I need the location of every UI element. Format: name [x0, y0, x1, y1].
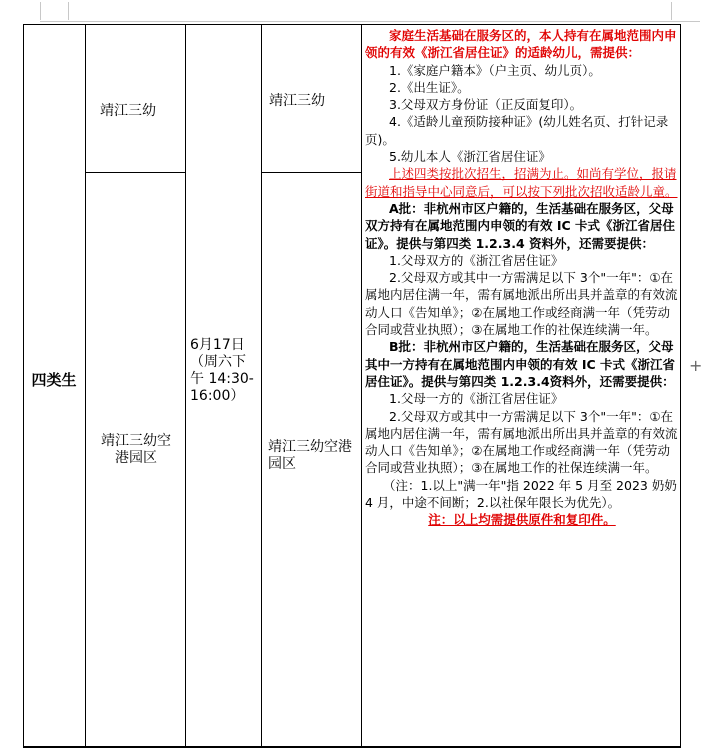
requirements-intro: 家庭生活基础在服务区的，本人持有在属地范围内申领的有效《浙江省居住证》的适龄幼儿，需提供：: [365, 28, 677, 61]
requirement-item: 3.父母双方身份证（正反面复印）。: [389, 97, 583, 113]
margin-line: [40, 21, 700, 22]
enrollment-table: [23, 24, 681, 748]
requirements-content: [365, 27, 679, 529]
requirement-item: 1.《家庭户籍本》（户主页、幼儿页）。: [389, 62, 601, 78]
kindergarten-cell-a: [86, 25, 186, 173]
ruler-bar: [0, 0, 700, 22]
campus-label-b: 靖江三幼空港园区: [268, 439, 352, 472]
requirement-item: 4.《适龄儿童预防接种证》(幼儿姓名页、打针记录页)。: [365, 114, 669, 147]
batch-a-item: 2.父母双方或其中一方需满足以下 3个"一年"：①在属地内居住满一年，需有属地派出所出具并盖章的有效流动人口《告知单》；②在属地工作或经商满一年（凭劳动合同或营业执照）；③在属地工作的社保连续满一年。: [365, 270, 678, 338]
kindergarten-label-b: 靖江三幼空港园区: [101, 433, 171, 466]
footer-note: 注：以上均需提供原件和复印件。: [428, 512, 616, 528]
kindergarten-cell-b: [86, 173, 186, 747]
requirement-item: 5.幼儿本人《浙江省居住证》: [389, 149, 551, 165]
time-cell: [186, 25, 262, 747]
batch-a-title: A批：非杭州市区户籍的，生活基础在服务区，父母双方持有在属地范围内申领的有效 IC 卡式《浙江省居住证》。提供与第四类 1.2.3.4 资料外，还需要提供：: [365, 200, 676, 251]
margin-guide: [68, 2, 69, 20]
margin-guide: [40, 2, 41, 20]
margin-guide: [671, 2, 672, 20]
kindergarten-label-a: 靖江三幼: [100, 103, 156, 119]
campus-cell-b: [262, 173, 362, 747]
add-column-icon[interactable]: +: [689, 356, 702, 375]
batch-note: 上述四类按批次招生，招满为止。如尚有学位，报请街道和指导中心同意后，可以按下列批次招收适龄儿童。: [365, 166, 678, 199]
batch-b-title: B批：非杭州市区户籍的，生活基础在服务区，父母其中一方持有在属地范围内申领的有效 IC 卡式《浙江省居住证》。提供与第四类 1.2.3.4资料外，还需要提供：: [365, 339, 676, 389]
requirement-item: 2.《出生证》。: [389, 79, 470, 95]
campus-cell-a: [262, 25, 362, 173]
batch-b-item: 1.父母一方的《浙江省居住证》: [389, 391, 564, 407]
requirements-cell: [362, 25, 681, 747]
batch-a-item: 1.父母双方的《浙江省居住证》: [389, 252, 564, 268]
batch-b-item: 2.父母双方或其中一方需满足以下 3个"一年"：①在属地内居住满一年，需有属地派出所出具并盖章的有效流动人口《告知单》；②在属地工作或经商满一年（凭劳动合同或营业执照）；③在属地工作的社保连续满一年。: [365, 408, 678, 476]
remark: （注：1.以上"满一年"指 2022 年 5 月至 2023 奶奶 4 月，中途不间断；2.以社保年限长为优先）。: [365, 477, 677, 511]
campus-label-a: 靖江三幼: [269, 93, 325, 109]
category-cell: [24, 25, 86, 747]
time-label: 6月17日（周六下午 14:30-16:00）: [190, 337, 254, 404]
category-label: 四类生: [31, 371, 77, 389]
